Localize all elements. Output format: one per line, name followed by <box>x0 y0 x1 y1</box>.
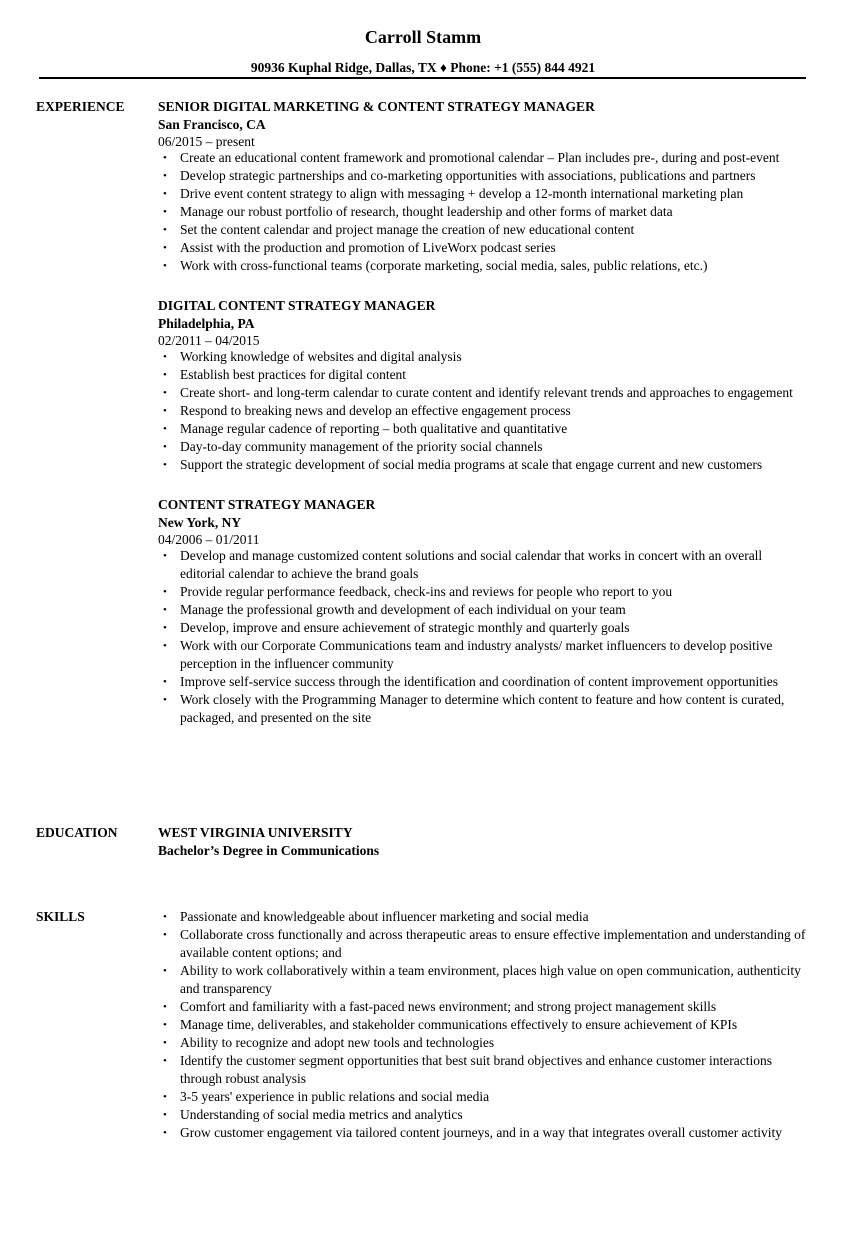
skill-text: Identify the customer segment opportunities that best suit brand objectives and enhance customer interactions through robust analysis <box>180 1053 772 1086</box>
job-bullets <box>158 547 808 727</box>
list-item <box>158 1124 808 1142</box>
bullet-icon: • <box>163 242 167 254</box>
skill-text: Manage time, deliverables, and stakeholder communications effectively to ensure achievement of KPIs <box>180 1017 738 1032</box>
skill-text: Collaborate cross functionally and across therapeutic areas to ensure effective implementation and understanding of available content options; and <box>180 927 806 960</box>
bullet-text: Work closely with the Programming Manager to determine which content to feature and how content is curated, packaged, and presented on the site <box>180 692 785 725</box>
bullet-icon: • <box>163 459 167 471</box>
list-item <box>158 203 808 221</box>
job-location: New York, NY <box>158 515 242 530</box>
bullet-text: Create an educational content framework and promotional calendar – Plan includes pre-, during and post-event <box>180 150 780 165</box>
bullet-icon: • <box>163 1109 167 1121</box>
bullet-text: Manage the professional growth and development of each individual on your team <box>180 602 626 617</box>
bullet-icon: • <box>163 405 167 417</box>
bullet-icon: • <box>163 965 167 977</box>
bullet-text: Drive event content strategy to align with messaging + develop a 12-month international marketing plan <box>180 186 744 201</box>
bullet-text: Provide regular performance feedback, check-ins and reviews for people who report to you <box>180 584 673 599</box>
education-body <box>158 824 808 860</box>
skill-text: Grow customer engagement via tailored content journeys, and in a way that integrates overall customer activity <box>180 1125 783 1140</box>
skills-body <box>158 908 808 1142</box>
bullet-icon: • <box>163 441 167 453</box>
list-item <box>158 239 808 257</box>
list-item <box>158 456 808 474</box>
bullet-icon: • <box>163 640 167 652</box>
job-location: Philadelphia, PA <box>158 316 255 331</box>
bullet-text: Day-to-day community management of the priority social channels <box>180 439 543 454</box>
skill-text: Understanding of social media metrics and analytics <box>180 1107 463 1122</box>
bullet-text: Set the content calendar and project manage the creation of new educational content <box>180 222 635 237</box>
list-item <box>158 998 808 1016</box>
school-name: WEST VIRGINIA UNIVERSITY <box>158 825 353 840</box>
list-item <box>158 908 808 926</box>
bullet-text: Manage our robust portfolio of research, thought leadership and other forms of market data <box>180 204 673 219</box>
contact-line: 90936 Kuphal Ridge, Dallas, TX ♦ Phone: +1 (555) 844 4921 <box>250 60 596 75</box>
bullet-icon: • <box>163 188 167 200</box>
list-item <box>158 1034 808 1052</box>
skills-heading: SKILLS <box>36 909 85 924</box>
job-bullets <box>158 348 808 474</box>
list-item <box>158 420 808 438</box>
list-item <box>158 547 808 583</box>
list-item <box>158 257 808 275</box>
bullet-icon: • <box>163 206 167 218</box>
list-item <box>158 149 808 167</box>
bullet-icon: • <box>163 604 167 616</box>
job-bullets <box>158 149 808 275</box>
bullet-icon: • <box>163 586 167 598</box>
bullet-icon: • <box>163 1127 167 1139</box>
list-item <box>158 962 808 998</box>
bullet-icon: • <box>163 694 167 706</box>
list-item <box>158 348 808 366</box>
bullet-icon: • <box>163 1001 167 1013</box>
bullet-icon: • <box>163 260 167 272</box>
job-title: DIGITAL CONTENT STRATEGY MANAGER <box>158 298 436 313</box>
list-item <box>158 185 808 203</box>
list-item <box>158 601 808 619</box>
job-dates: 04/2006 – 01/2011 <box>158 532 260 547</box>
bullet-icon: • <box>163 622 167 634</box>
bullet-icon: • <box>163 152 167 164</box>
job-entry <box>158 496 808 727</box>
bullet-text: Respond to breaking news and develop an effective engagement process <box>180 403 571 418</box>
bullet-text: Work with cross-functional teams (corporate marketing, social media, sales, public relations, etc.) <box>180 258 708 273</box>
job-title: CONTENT STRATEGY MANAGER <box>158 497 376 512</box>
job-title: SENIOR DIGITAL MARKETING & CONTENT STRATEGY MANAGER <box>158 99 595 114</box>
experience-heading: EXPERIENCE <box>36 99 125 114</box>
bullet-text: Manage regular cadence of reporting – both qualitative and quantitative <box>180 421 568 436</box>
bullet-icon: • <box>163 929 167 941</box>
bullet-icon: • <box>163 1019 167 1031</box>
job-entry <box>158 297 808 474</box>
list-item <box>158 167 808 185</box>
bullet-text: Working knowledge of websites and digital analysis <box>180 349 462 364</box>
list-item <box>158 637 808 673</box>
job-dates: 02/2011 – 04/2015 <box>158 333 260 348</box>
bullet-text: Develop strategic partnerships and co-marketing opportunities with associations, publications and partners <box>180 168 756 183</box>
list-item <box>158 619 808 637</box>
bullet-icon: • <box>163 1091 167 1103</box>
skill-text: Ability to work collaboratively within a team environment, places high value on open communication, authenticity and transparency <box>180 963 801 996</box>
list-item <box>158 673 808 691</box>
header-divider <box>39 77 806 79</box>
bullet-icon: • <box>163 351 167 363</box>
degree: Bachelor’s Degree in Communications <box>158 843 380 858</box>
list-item <box>158 1088 808 1106</box>
candidate-name: Carroll Stamm <box>364 27 482 47</box>
bullet-icon: • <box>163 369 167 381</box>
education-heading: EDUCATION <box>36 825 118 840</box>
list-item <box>158 583 808 601</box>
bullet-text: Develop, improve and ensure achievement of strategic monthly and quarterly goals <box>180 620 630 635</box>
bullet-icon: • <box>163 170 167 182</box>
skill-text: Passionate and knowledgeable about influencer marketing and social media <box>180 909 589 924</box>
bullet-icon: • <box>163 911 167 923</box>
skill-text: Comfort and familiarity with a fast-paced news environment; and strong project management skills <box>180 999 717 1014</box>
bullet-text: Assist with the production and promotion of LiveWorx podcast series <box>180 240 556 255</box>
bullet-icon: • <box>163 676 167 688</box>
list-item <box>158 691 808 727</box>
list-item <box>158 221 808 239</box>
list-item <box>158 438 808 456</box>
bullet-icon: • <box>163 1037 167 1049</box>
skill-text: Ability to recognize and adopt new tools and technologies <box>180 1035 495 1050</box>
bullet-text: Improve self-service success through the identification and coordination of content improvement opportunities <box>180 674 778 689</box>
bullet-icon: • <box>163 1055 167 1067</box>
skills-list <box>158 908 808 1142</box>
list-item <box>158 384 808 402</box>
bullet-icon: • <box>163 224 167 236</box>
job-location: San Francisco, CA <box>158 117 266 132</box>
bullet-text: Develop and manage customized content solutions and social calendar that works in concert with an overall editorial calendar to achieve the brand goals <box>180 548 763 581</box>
bullet-icon: • <box>163 423 167 435</box>
list-item <box>158 1106 808 1124</box>
bullet-icon: • <box>163 550 167 562</box>
experience-body <box>158 98 808 727</box>
list-item <box>158 926 808 962</box>
bullet-icon: • <box>163 387 167 399</box>
bullet-text: Work with our Corporate Communications team and industry analysts/ market influencers to develop positive perception in the influencer community <box>180 638 773 671</box>
list-item <box>158 366 808 384</box>
list-item <box>158 1016 808 1034</box>
skill-text: 3-5 years' experience in public relations and social media <box>180 1089 490 1104</box>
list-item <box>158 402 808 420</box>
job-dates: 06/2015 – present <box>158 134 255 149</box>
bullet-text: Support the strategic development of social media programs at scale that engage current and new customers <box>180 457 763 472</box>
list-item <box>158 1052 808 1088</box>
job-entry <box>158 98 808 275</box>
bullet-text: Create short- and long-term calendar to curate content and identify relevant trends and approaches to engagement <box>180 385 793 400</box>
bullet-text: Establish best practices for digital content <box>180 367 407 382</box>
